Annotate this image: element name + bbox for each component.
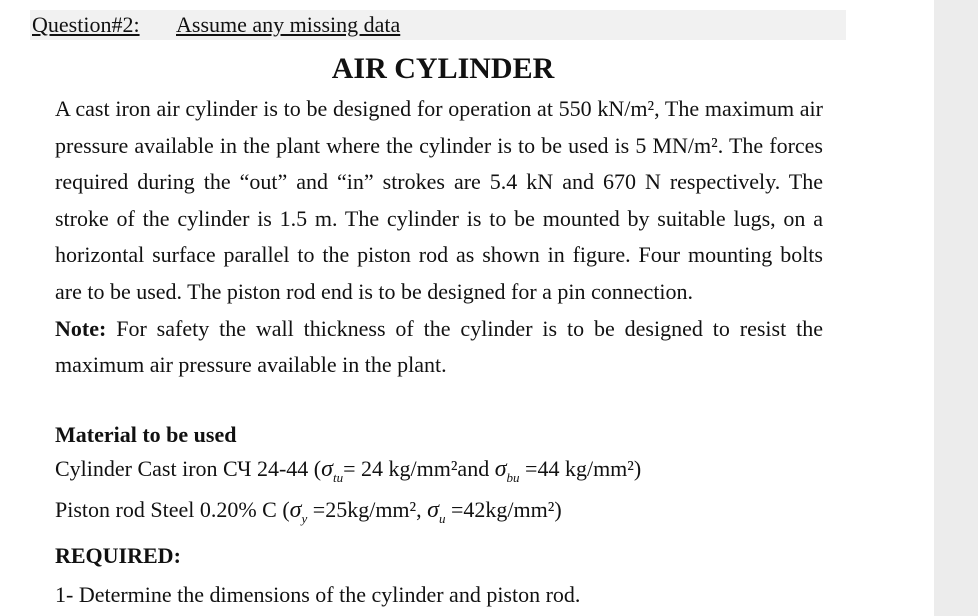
page-title: AIR CYLINDER: [331, 52, 555, 85]
sigma-u-symbol: σ: [427, 497, 439, 523]
sigma-u-subscript: u: [438, 511, 446, 526]
note-text: For safety the wall thickness of the cylinder is to be designed to resist the maximum air pressure available in the plant.: [55, 315, 823, 378]
question-header-bar: [30, 10, 846, 40]
piston-prefix: Piston rod Steel 0.20% C (: [55, 497, 290, 522]
piston-material-line: [55, 497, 562, 527]
required-heading: REQUIRED:: [55, 543, 181, 568]
problem-statement: [55, 91, 823, 384]
sigma-y-symbol: σ: [289, 497, 302, 523]
sigma-y-value: =25kg/mm²,: [307, 497, 428, 522]
sigma-tu-value: = 24 kg/mm²and: [343, 456, 495, 481]
sigma-u-value: =42kg/mm²): [445, 497, 562, 522]
sigma-tu-subscript: tu: [332, 470, 344, 485]
cylinder-prefix: Cylinder Cast iron СЧ 24-44 (: [55, 456, 322, 481]
sigma-bu-symbol: σ: [494, 456, 507, 482]
note-paragraph: [55, 311, 823, 384]
sigma-y-subscript: y: [301, 511, 308, 526]
sigma-tu-symbol: σ: [321, 456, 333, 482]
sigma-bu-subscript: bu: [506, 470, 520, 485]
question-subtitle: Assume any missing data: [176, 12, 401, 37]
sigma-bu-value: =44 kg/mm²): [519, 456, 642, 481]
note-label: Note:: [55, 315, 107, 341]
right-margin-panel: [934, 0, 978, 616]
required-item: 1- Determine the dimensions of the cylinder and piston rod.: [55, 582, 581, 607]
cylinder-material-line: [55, 456, 823, 486]
material-heading: Material to be used: [55, 422, 237, 447]
question-label: Question#2:: [32, 12, 140, 37]
problem-paragraph: A cast iron air cylinder is to be designed for operation at 550 kN/m², The maximum air pressure available in the plant where the cylinder is to be used is 5 MN/m². The forces required during the “out” and “in” strokes are 5.4 kN and 670 N respectively. The stroke of the cylinder is 1.5 m. The cylinder is to be mounted by suitable lugs, on a horizontal surface parallel to the piston rod as shown in figure. Four mounting bolts are to be used. The piston rod end is to be designed for a pin connection.: [55, 96, 823, 304]
